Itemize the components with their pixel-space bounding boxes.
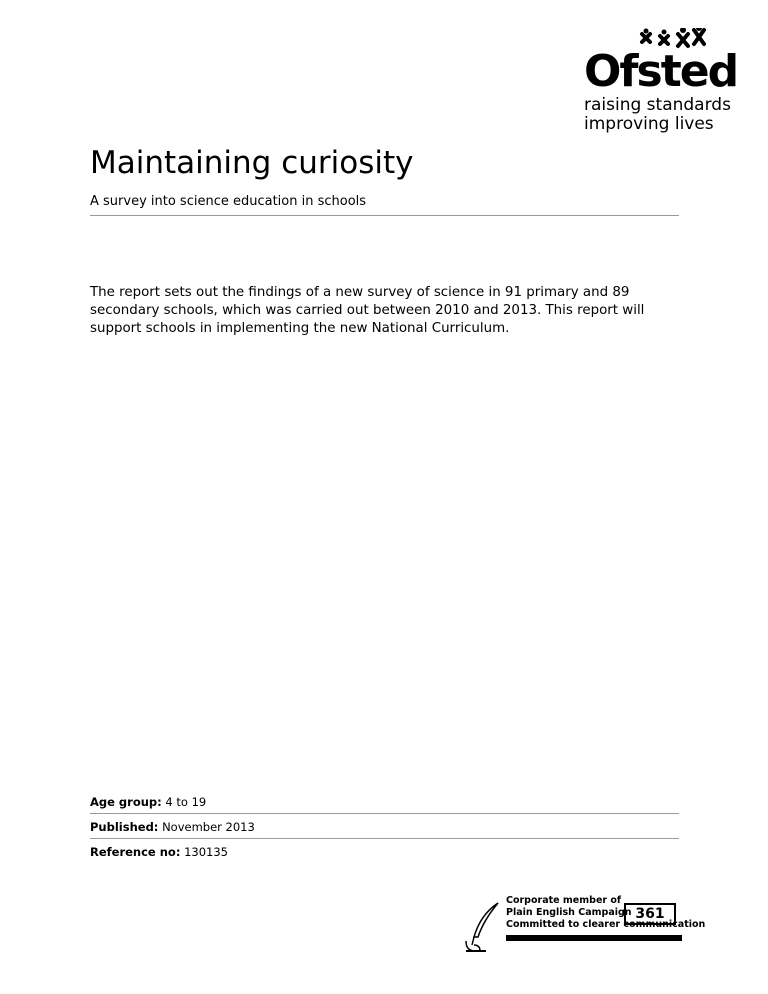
age-group-value: 4 to 19 xyxy=(165,795,207,809)
ofsted-wordmark: Ofsted xyxy=(584,46,738,97)
plain-english-badge xyxy=(464,895,706,957)
reference-value: 130135 xyxy=(184,845,228,859)
published-label: Published: xyxy=(90,820,159,834)
ofsted-tagline xyxy=(584,96,731,134)
tagline-line-1: raising standards xyxy=(584,95,731,115)
badge-bar xyxy=(506,935,682,941)
document-title: Maintaining curiosity xyxy=(90,145,414,181)
published-row xyxy=(90,820,255,834)
badge-line-3: Committed to clearer communication xyxy=(506,919,706,930)
age-group-label: Age group: xyxy=(90,795,162,809)
quill-icon xyxy=(464,901,502,953)
badge-line-1: Corporate member of xyxy=(506,895,622,906)
age-group-row xyxy=(90,795,206,809)
document-subtitle: A survey into science education in schools xyxy=(90,194,367,209)
reference-row xyxy=(90,845,228,859)
summary-paragraph: The report sets out the findings of a new survey of science in 91 primary and 89 secondary schools, which was carried out between 2010 and 2013. This report will support schools in implementing the new National Curriculum. xyxy=(90,285,645,336)
badge-member-number: 361 xyxy=(624,903,676,925)
meta-divider xyxy=(90,813,679,814)
ofsted-logo xyxy=(584,26,738,138)
reference-label: Reference no: xyxy=(90,845,181,859)
tagline-line-2: improving lives xyxy=(584,114,714,134)
badge-line-2: Plain English Campaign xyxy=(506,907,632,918)
title-divider xyxy=(90,215,679,216)
meta-divider xyxy=(90,838,679,839)
published-value: November 2013 xyxy=(162,820,255,834)
